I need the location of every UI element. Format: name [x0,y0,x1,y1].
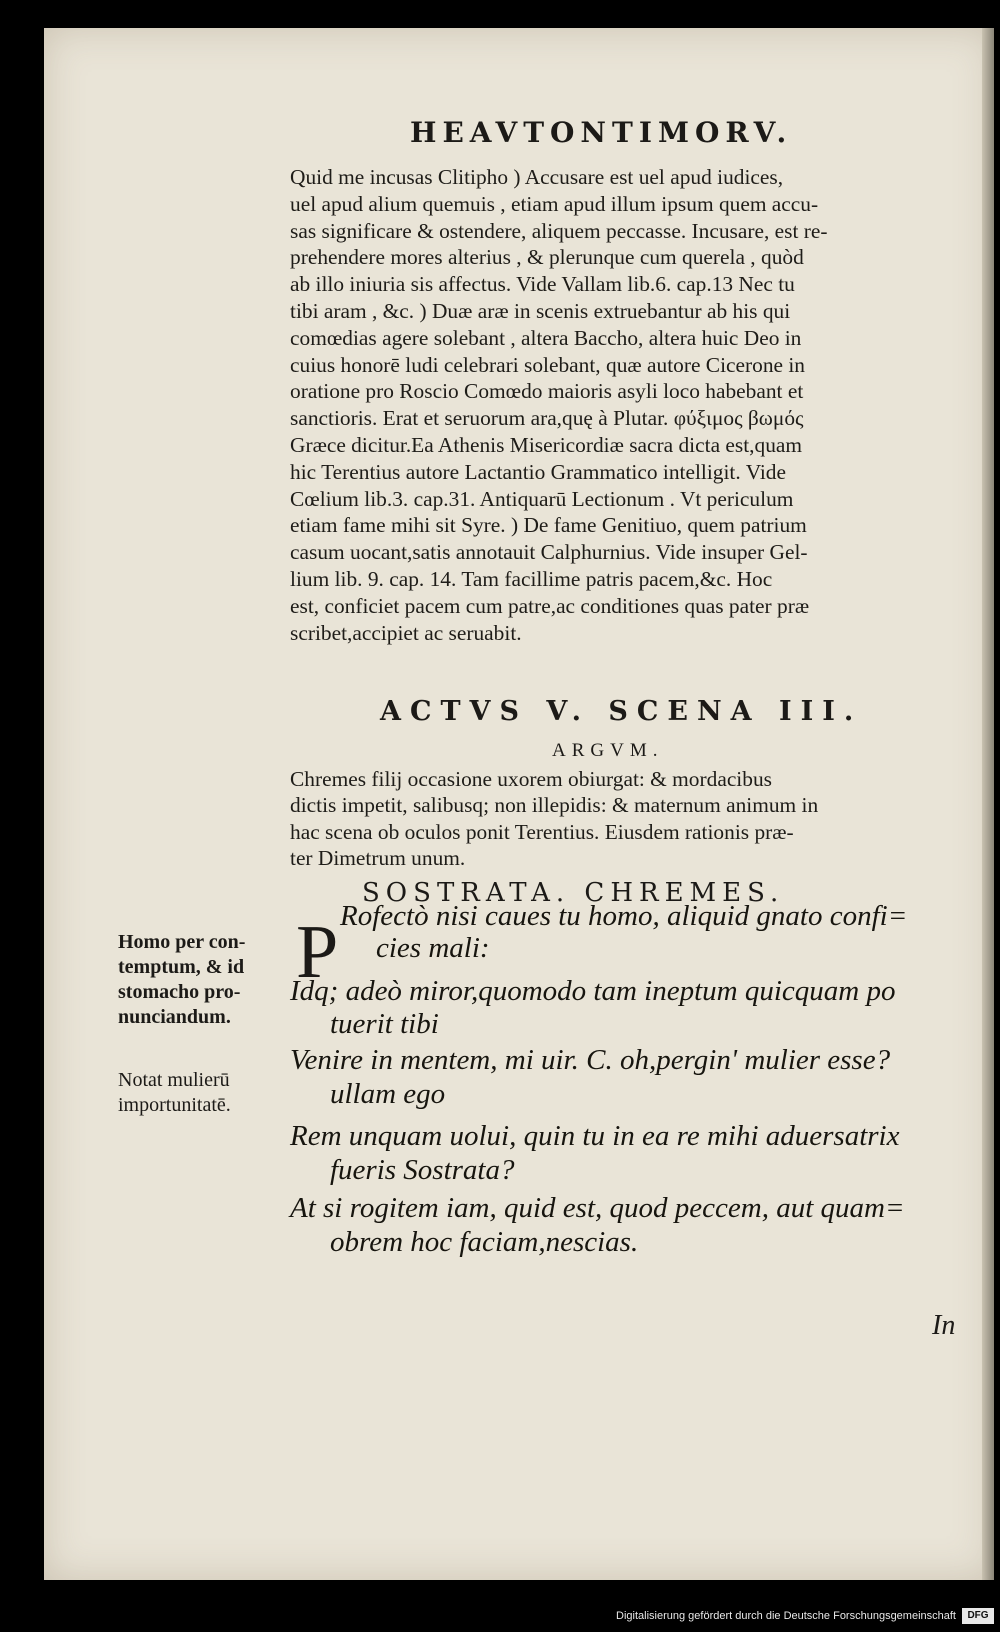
margin-note-line: temptum, & id [118,956,245,978]
margin-note [118,1068,231,1118]
commentary-line: est, conficiet pacem cum patre,ac conditiones quas pater præ [290,593,810,618]
argument-line: dictis impetit, salibusq; non illepidis: & maternum animum in [290,793,819,818]
margin-note-line: importunitatē. [118,1094,231,1116]
argument-label: ARGVM. [552,740,664,761]
verse-line: Rofectò nisi caues tu homo, aliquid gnato confi= [340,900,908,932]
page-edge [982,28,994,1580]
margin-note-line: nunciandum. [118,1006,231,1028]
margin-note-line: Homo per con- [118,931,246,953]
commentary-line: sas significare & ostendere, aliquem peccasse. Incusare, est re- [290,218,828,243]
commentary-line: ab illo iniuria sis affectus. Vide Vallam lib.6. cap.13 Nec tu [290,272,795,297]
dfg-logo: DFG [962,1608,994,1624]
commentary-line: prehendere mores alterius , & plerunque cum querela , quòd [290,245,804,270]
dramatis-personae: SOSTRATA. CHREMES. [362,878,785,908]
commentary-line: etiam fame mihi sit Syre. ) De fame Genitiuo, quem patrium [290,513,807,538]
commentary-line: oratione pro Roscio Comœdo maioris asyli loco habebant et [290,379,804,404]
digitization-credit: Digitalisierung gefördert durch die Deutsche Forschungsgemeinschaft [616,1610,956,1622]
commentary-line: Cœlium lib.3. cap.31. Antiquarū Lectionum . Vt periculum [290,486,794,511]
verse-line: tuerit tibi [330,1008,439,1040]
verse-line: At si rogitem iam, quid est, quod peccem, aut quam= [290,1192,905,1224]
commentary-line: scribet,accipiet ac seruabit. [290,620,522,645]
argument-line: ter Dimetrum unum. [290,846,466,871]
commentary-line: lium lib. 9. cap. 14. Tam facillime patris pacem,&c. Hoc [290,566,773,591]
commentary-line: Græce dicitur.Ea Athenis Misericordiæ sacra dicta est,quam [290,432,803,457]
verse-line: Idq; adeò miror,quomodo tam ineptum quicquam po [290,975,896,1007]
commentary-block [290,164,966,646]
running-header: HEAVTONTIMORV. [410,116,793,149]
argument-block [290,766,966,872]
argument-line: hac scena ob oculos ponit Terentius. Eiusdem rationis præ- [290,819,794,844]
commentary-line: comœdias agere solebant , altera Baccho, altera huic Deo in [290,325,802,350]
commentary-line: hic Terentius autore Lactantio Grammatico intelligit. Vide [290,459,786,484]
commentary-line: Quid me incusas Clitipho ) Accusare est uel apud iudices, [290,165,784,189]
commentary-line: sanctioris. Erat et seruorum ara,quę à Plutar. φύξιμος βωμός [290,406,804,431]
verse-line: cies mali: [376,932,490,964]
verse-line: obrem hoc faciam,nescias. [330,1226,639,1258]
drop-cap: P [296,910,339,994]
verse-line: fueris Sostrata? [330,1154,515,1186]
catchword: In [932,1310,956,1341]
commentary-line: casum uocant,satis annotauit Calphurnius. Vide insuper Gel- [290,540,808,565]
margin-note [118,930,245,1030]
verse-line: ullam ego [330,1078,446,1110]
margin-note-line: Notat mulierū [118,1069,230,1091]
commentary-line: cuius honorē ludi celebrari solebant, quæ autore Cicerone in [290,352,805,377]
verse-line: Venire in mentem, mi uir. C. oh,pergin' mulier esse? [290,1044,891,1076]
argument-line: Chremes filij occasione uxorem obiurgat: & mordacibus [290,767,772,791]
margin-note-line: stomacho pro- [118,981,241,1003]
scene-heading: ACTVS V. SCENA III. [380,696,863,727]
commentary-line: uel apud alium quemuis , etiam apud illum ipsum quem accu- [290,191,819,216]
verse-line: Rem unquam uolui, quin tu in ea re mihi aduersatrix [290,1120,900,1152]
commentary-line: tibi aram , &c. ) Duæ aræ in scenis extruebantur ab his qui [290,298,791,323]
